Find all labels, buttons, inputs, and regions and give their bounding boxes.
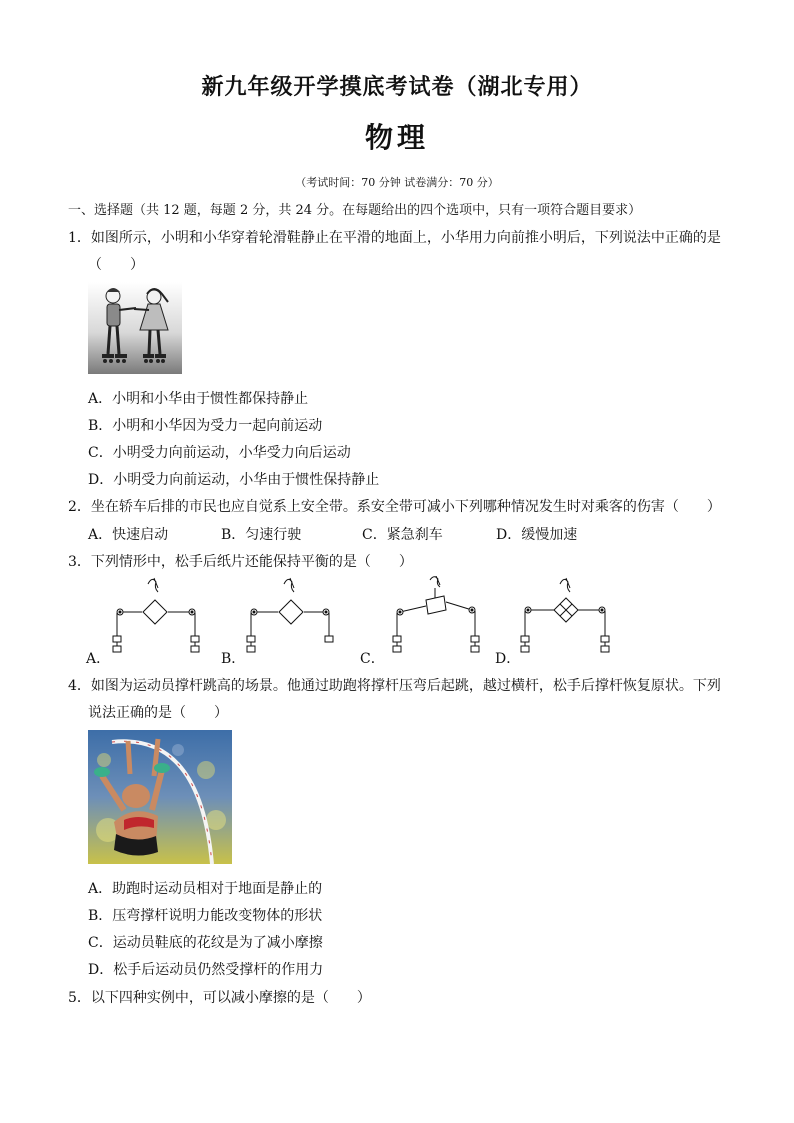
q4-option-b: B．压弯撑杆说明力能改变物体的形状 xyxy=(88,908,323,924)
q3-figure-d xyxy=(516,576,612,660)
q3-option-d-label: D． xyxy=(495,651,521,667)
q2-option-c: C．紧急刹车 xyxy=(362,527,443,543)
q3-option-a-label: A． xyxy=(86,651,111,667)
q3-figure-a xyxy=(108,576,204,660)
q1-option-d: D．小明受力向前运动，小华由于惯性保持静止 xyxy=(88,472,380,488)
q2-option-a: A．快速启动 xyxy=(88,527,169,543)
subject-title: 物理 xyxy=(364,121,429,154)
q4-option-c: C．运动员鞋底的花纹是为了减小摩擦 xyxy=(88,935,323,951)
q1-option-a: A．小明和小华由于惯性都保持静止 xyxy=(88,391,309,407)
q3-stem: 3．下列情形中，松手后纸片还能保持平衡的是（ ） xyxy=(68,554,413,570)
q5-stem: 5．以下四种实例中，可以减小摩擦的是（ ） xyxy=(68,990,371,1006)
q2-stem: 2．坐在轿车后排的市民也应自觉系上安全带。系安全带可减小下列哪种情况发生时对乘客的伤害（ ） xyxy=(68,499,721,515)
exam-title: 新九年级开学摸底考试卷（湖北专用） xyxy=(201,74,593,100)
q3-option-c-label: C． xyxy=(360,651,385,667)
q4-stem-line2: 说法正确的是（ ） xyxy=(88,705,228,721)
q2-option-d: D．缓慢加速 xyxy=(496,527,578,543)
q1-option-b: B．小明和小华因为受力一起向前运动 xyxy=(88,418,323,434)
q1-stem-line1: 1．如图所示，小明和小华穿着轮滑鞋静止在平滑的地面上，小华用力向前推小明后，下列说法中正确的是 xyxy=(68,230,721,246)
q1-option-c: C．小明受力向前运动，小华受力向后运动 xyxy=(88,445,351,461)
section-heading: 一、选择题（共 12 题，每题 2 分，共 24 分。在每题给出的四个选项中，只有一项符合题目要求） xyxy=(68,203,642,218)
q3-figure-c xyxy=(388,576,484,660)
q2-option-b: B．匀速行驶 xyxy=(221,527,302,543)
q1-stem-line2: （ ） xyxy=(88,257,144,273)
q3-option-b-label: B． xyxy=(221,651,246,667)
q4-option-a: A．助跑时运动员相对于地面是静止的 xyxy=(88,881,323,897)
q3-figure-b xyxy=(242,576,338,660)
q4-option-d: D．松手后运动员仍然受撑杆的作用力 xyxy=(88,962,324,978)
q1-roller-skaters-figure xyxy=(88,282,182,374)
q4-stem-line1: 4．如图为运动员撑杆跳高的场景。他通过助跑将撑杆压弯后起跳，越过横杆，松手后撑杆恢复原状。下列 xyxy=(68,678,721,694)
exam-meta: （考试时间：70 分钟 试卷满分：70 分） xyxy=(295,176,499,189)
q4-pole-vault-photo xyxy=(88,730,232,864)
